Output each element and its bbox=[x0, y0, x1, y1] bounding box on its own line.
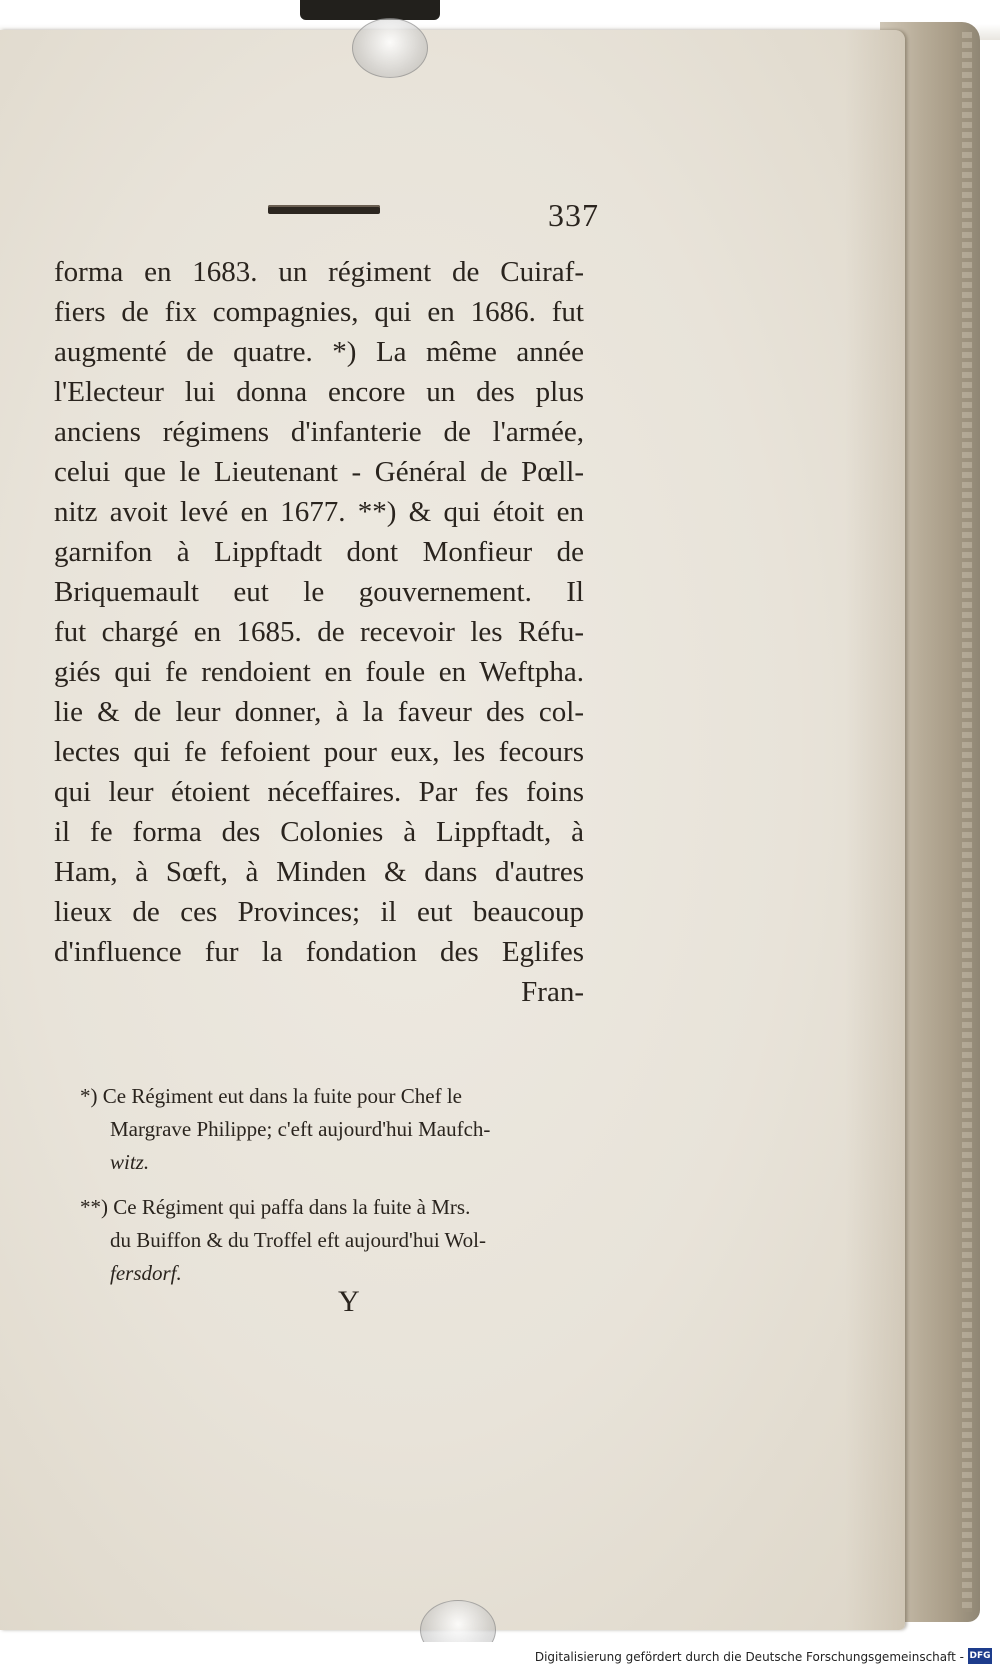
catchword: Fran- bbox=[521, 976, 584, 1008]
text-line: celui que le Lieutenant - Général de Pœll- bbox=[54, 456, 584, 488]
text-line: fiers de fix compagnies, qui en 1686. fut bbox=[54, 296, 584, 328]
footnote-line: du Buiffon & du Troffel eft aujourd'hui Wol- bbox=[110, 1228, 487, 1252]
footnote-line: fersdorf. bbox=[110, 1261, 182, 1285]
text-line: lie & de leur donner, à la faveur des col- bbox=[54, 696, 584, 728]
text-line: lectes qui fe fefoient pour eux, les fecours bbox=[54, 736, 584, 768]
page-clip-top bbox=[352, 18, 428, 78]
text-line: garnifon à Lippftadt dont Monfieur de bbox=[54, 536, 584, 568]
book-strap bbox=[300, 0, 440, 20]
footnote-1 bbox=[80, 1080, 600, 1179]
footnote-line: witz. bbox=[110, 1150, 150, 1174]
signature-mark: Y bbox=[338, 1285, 360, 1318]
text-line: giés qui fe rendoient en foule en Weftpha. bbox=[54, 656, 584, 688]
page-number: 337 bbox=[548, 197, 599, 233]
text-line: forma en 1683. un régiment de Cuiraf- bbox=[54, 256, 584, 288]
text-line: augmenté de quatre. *) La même année bbox=[54, 336, 584, 368]
body-text bbox=[54, 252, 584, 1012]
text-line: Briquemault eut le gouvernement. Il bbox=[54, 576, 584, 608]
footnote-line: *) Ce Régiment eut dans la fuite pour Chef le bbox=[80, 1084, 462, 1108]
text-line: lieux de ces Provinces; il eut beaucoup bbox=[54, 896, 584, 928]
text-line: fut chargé en 1685. de recevoir les Réfu- bbox=[54, 616, 584, 648]
footnotes bbox=[80, 1080, 600, 1302]
text-line: nitz avoit levé en 1677. **) & qui étoit en bbox=[54, 496, 584, 528]
text-line: Ham, à Sœft, à Minden & dans d'autres bbox=[54, 856, 584, 888]
text-line: qui leur étoient néceffaires. Par fes foins bbox=[54, 776, 584, 808]
footnote-line: Margrave Philippe; c'eft aujourd'hui Maufch- bbox=[110, 1117, 491, 1141]
footnote-2 bbox=[80, 1191, 600, 1290]
dfg-logo: DFG bbox=[968, 1648, 992, 1664]
text-line: l'Electeur lui donna encore un des plus bbox=[54, 376, 584, 408]
text-line: d'influence fur la fondation des Eglifes bbox=[54, 936, 584, 968]
text-line: anciens régimens d'infanterie de l'armée, bbox=[54, 416, 584, 448]
footnote-line: **) Ce Régiment qui paffa dans la fuite à Mrs. bbox=[80, 1195, 471, 1219]
text-line: il fe forma des Colonies à Lippftadt, à bbox=[54, 816, 584, 848]
funding-credit: Digitalisierung gefördert durch die Deutsche Forschungsgemeinschaft - bbox=[534, 1650, 964, 1664]
header-rule bbox=[268, 205, 380, 214]
